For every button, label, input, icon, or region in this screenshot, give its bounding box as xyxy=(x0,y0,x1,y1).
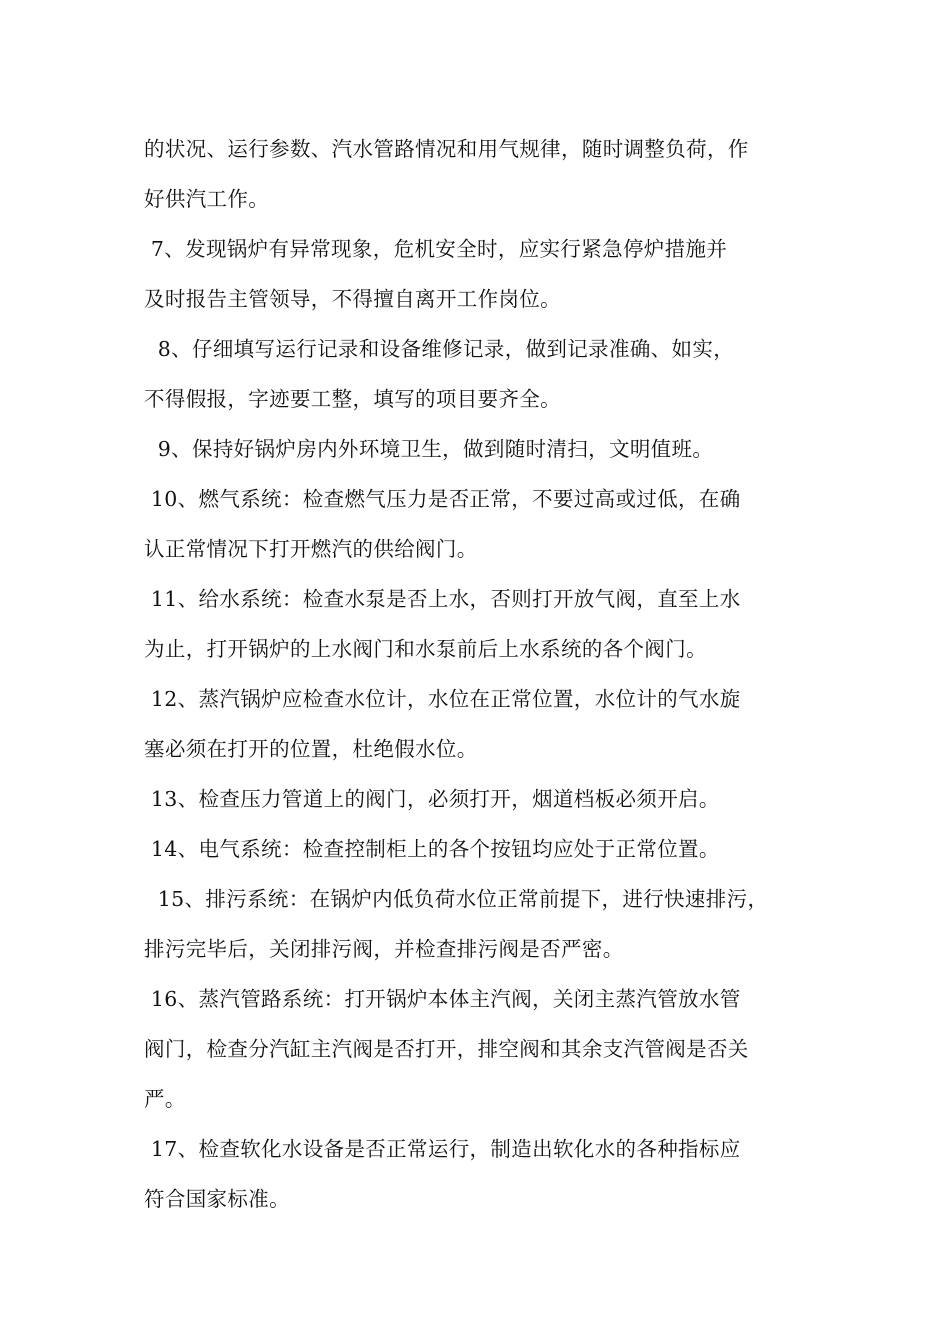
text-line: 符合国家标准。 xyxy=(144,1187,290,1211)
text-line: 10、燃气系统：检查燃气压力是否正常，不要过高或过低，在确 xyxy=(144,487,741,511)
text-line: 11、给水系统：检查水泵是否上水，否则打开放气阀，直至上水 xyxy=(144,587,741,611)
text-line: 8、仔细填写运行记录和设备维修记录，做到记录准确、如实， xyxy=(144,337,735,361)
text-line: 9、保持好锅炉房内外环境卫生，做到随时清扫，文明值班。 xyxy=(144,437,714,461)
text-line: 好供汽工作。 xyxy=(144,187,270,211)
text-line: 13、检查压力管道上的阀门，必须打开，烟道档板必须开启。 xyxy=(144,787,720,811)
text-line: 16、蒸汽管路系统：打开锅炉本体主汽阀，关闭主蒸汽管放水管 xyxy=(144,987,741,1011)
text-line: 阀门，检查分汽缸主汽阀是否打开，排空阀和其余支汽管阀是否关 xyxy=(144,1037,749,1061)
text-line: 排污完毕后，关闭排污阀，并检查排污阀是否严密。 xyxy=(144,937,624,961)
text-line: 为止，打开锅炉的上水阀门和水泵前后上水系统的各个阀门。 xyxy=(144,637,707,661)
text-line: 12、蒸汽锅炉应检查水位计，水位在正常位置，水位计的气水旋 xyxy=(144,687,741,711)
text-line: 14、电气系统：检查控制柜上的各个按钮均应处于正常位置。 xyxy=(144,837,720,861)
text-line: 塞必须在打开的位置，杜绝假水位。 xyxy=(144,737,478,761)
text-line: 严。 xyxy=(144,1087,186,1111)
text-line: 及时报告主管领导，不得擅自离开工作岗位。 xyxy=(144,287,561,311)
text-line: 15、排污系统：在锅炉内低负荷水位正常前提下，进行快速排污， xyxy=(144,887,769,911)
text-line: 认正常情况下打开燃汽的供给阀门。 xyxy=(144,537,478,561)
text-line: 的状况、运行参数、汽水管路情况和用气规律，随时调整负荷，作 xyxy=(144,137,749,161)
text-line: 不得假报，字迹要工整，填写的项目要齐全。 xyxy=(144,387,561,411)
text-line: 17、检查软化水设备是否正常运行，制造出软化水的各种指标应 xyxy=(144,1137,741,1161)
text-line: 7、发现锅炉有异常现象，危机安全时，应实行紧急停炉措施并 xyxy=(144,237,728,261)
